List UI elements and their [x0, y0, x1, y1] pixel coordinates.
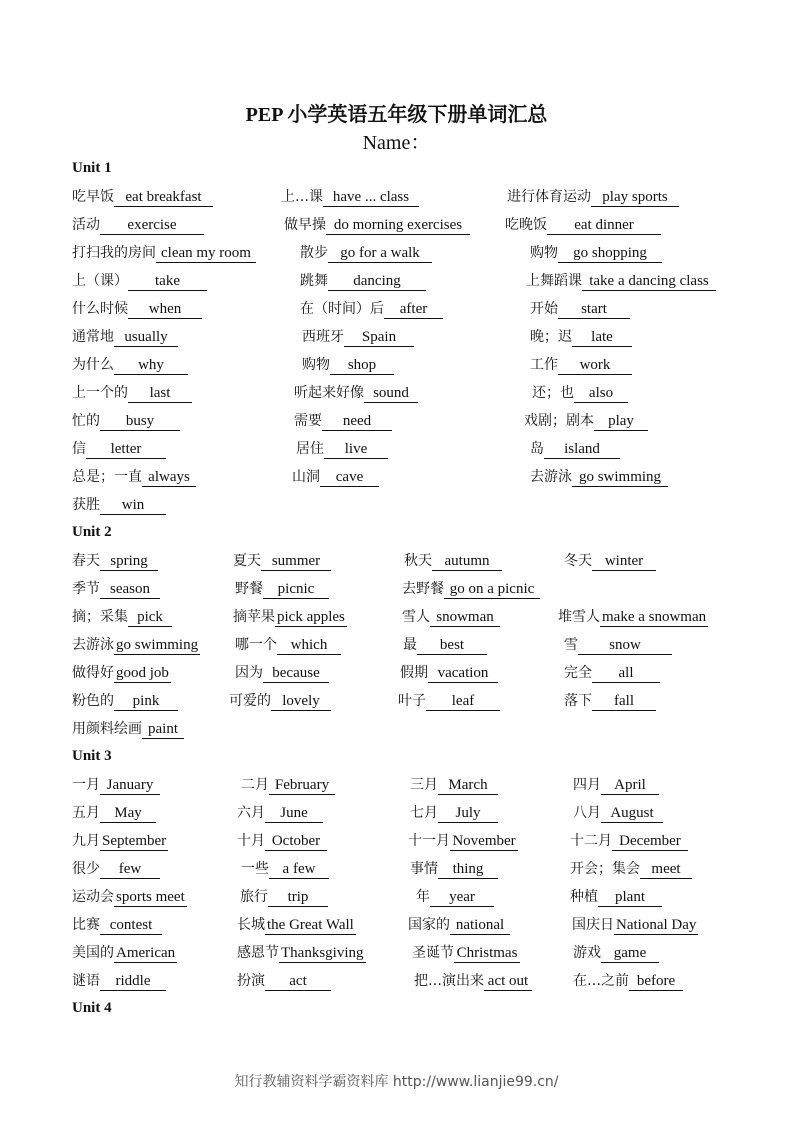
english-answer: after — [384, 300, 443, 319]
english-answer: eat breakfast — [114, 188, 213, 207]
vocab-item — [530, 299, 630, 319]
vocab-item — [573, 803, 663, 823]
chinese-term: 堆雪人 — [558, 609, 600, 625]
vocab-item — [235, 663, 329, 683]
vocab-item — [558, 607, 708, 627]
vocab-item — [416, 887, 494, 907]
english-answer: live — [324, 440, 388, 459]
chinese-term: 把…演出来 — [414, 973, 484, 989]
chinese-term: 上（课） — [72, 273, 128, 289]
chinese-term: 摘苹果 — [233, 609, 275, 625]
english-answer: thing — [438, 860, 498, 879]
vocab-item — [72, 803, 156, 823]
vocab-item — [300, 299, 443, 319]
chinese-term: 跳舞 — [300, 273, 328, 289]
english-answer: act — [265, 972, 331, 991]
english-answer: clean my room — [156, 244, 256, 263]
chinese-term: 二月 — [241, 777, 269, 793]
vocab-item — [564, 635, 672, 655]
english-answer: May — [100, 804, 156, 823]
chinese-term: 雪 — [564, 637, 578, 653]
vocab-item — [281, 187, 419, 207]
english-answer: busy — [100, 412, 180, 431]
vocab-item — [524, 411, 648, 431]
unit-heading: Unit 4 — [72, 1000, 112, 1016]
chinese-term: 做早操 — [284, 217, 326, 233]
chinese-term: 哪一个 — [235, 637, 277, 653]
english-answer: pink — [114, 692, 178, 711]
chinese-term: 落下 — [564, 693, 592, 709]
vocab-item — [570, 887, 662, 907]
english-answer: plant — [598, 888, 662, 907]
chinese-term: 吃早饭 — [72, 189, 114, 205]
page-title: PEP 小学英语五年级下册单词汇总 — [245, 104, 548, 126]
english-answer: go shopping — [558, 244, 662, 263]
vocab-item — [400, 663, 498, 683]
vocab-item — [72, 887, 187, 907]
chinese-term: 上一个的 — [72, 385, 128, 401]
vocab-item — [72, 299, 202, 319]
vocab-item — [564, 691, 656, 711]
english-answer: island — [544, 440, 620, 459]
english-answer: fall — [592, 692, 656, 711]
vocab-item — [532, 383, 628, 403]
english-answer: game — [601, 944, 659, 963]
english-answer: need — [322, 412, 392, 431]
vocab-item — [72, 383, 192, 403]
chinese-term: 美国的 — [72, 945, 114, 961]
english-answer: sports meet — [116, 889, 185, 905]
english-answer: lovely — [271, 692, 331, 711]
english-answer: September — [102, 833, 167, 849]
vocab-item — [72, 551, 158, 571]
vocab-item — [72, 775, 160, 795]
english-answer: act out — [484, 972, 532, 991]
unit-heading: Unit 3 — [72, 748, 112, 764]
vocab-item — [572, 915, 698, 935]
chinese-term: 九月 — [72, 833, 100, 849]
chinese-term: 三月 — [410, 777, 438, 793]
vocab-item — [72, 943, 177, 963]
vocab-item — [72, 187, 213, 207]
english-answer: Christmas — [454, 944, 520, 963]
vocab-item — [302, 355, 394, 375]
english-answer: winter — [592, 552, 656, 571]
english-answer: spring — [100, 552, 158, 571]
vocab-item — [296, 439, 388, 459]
english-answer: always — [142, 468, 196, 487]
english-answer: why — [114, 356, 188, 375]
chinese-term: 游戏 — [573, 945, 601, 961]
english-answer: last — [128, 384, 192, 403]
chinese-term: 四月 — [573, 777, 601, 793]
chinese-term: 吃晚饭 — [505, 217, 547, 233]
chinese-term: 开始 — [530, 301, 558, 317]
english-answer: national — [450, 916, 510, 935]
chinese-term: 西班牙 — [302, 329, 344, 345]
chinese-term: 为什么 — [72, 357, 114, 373]
english-answer: shop — [330, 356, 394, 375]
chinese-term: 六月 — [237, 805, 265, 821]
chinese-term: 比赛 — [72, 917, 100, 933]
english-answer: Thanksgiving — [281, 945, 364, 961]
vocab-item — [570, 859, 692, 879]
chinese-term: 上舞蹈课 — [526, 273, 582, 289]
vocab-item — [408, 831, 518, 851]
vocab-item — [72, 635, 200, 655]
english-answer: August — [601, 804, 663, 823]
chinese-term: 获胜 — [72, 497, 100, 513]
vocab-item — [505, 215, 661, 235]
english-answer: few — [100, 860, 160, 879]
english-answer: play sports — [591, 188, 679, 207]
vocab-item — [72, 495, 166, 515]
vocab-item — [573, 971, 683, 991]
chinese-term: 种植 — [570, 889, 598, 905]
chinese-term: 十一月 — [408, 833, 450, 849]
english-answer: January — [100, 776, 160, 795]
english-answer: snow — [578, 636, 672, 655]
chinese-term: 一些 — [241, 861, 269, 877]
chinese-term: 扮演 — [237, 973, 265, 989]
chinese-term: 去野餐 — [402, 581, 444, 597]
english-answer: make a snowman — [602, 609, 707, 625]
english-answer: play — [594, 412, 648, 431]
english-answer: paint — [142, 720, 184, 739]
chinese-term: 通常地 — [72, 329, 114, 345]
vocab-item — [530, 327, 632, 347]
chinese-term: 还；也 — [532, 385, 574, 401]
english-answer: take a dancing class — [582, 272, 716, 291]
vocab-item — [573, 775, 659, 795]
chinese-term: 在…之前 — [573, 973, 629, 989]
english-answer: autumn — [432, 552, 502, 571]
chinese-term: 夏天 — [233, 553, 261, 569]
chinese-term: 国庆日 — [572, 917, 614, 933]
english-answer: go on a picnic — [444, 580, 540, 599]
vocab-item — [403, 635, 487, 655]
vocab-item — [240, 887, 328, 907]
chinese-term: 七月 — [410, 805, 438, 821]
vocab-item — [302, 327, 414, 347]
chinese-term: 开会；集会 — [570, 861, 640, 877]
chinese-term: 长城 — [237, 917, 265, 933]
english-answer: riddle — [100, 972, 166, 991]
chinese-term: 感恩节 — [237, 945, 279, 961]
chinese-term: 谜语 — [72, 973, 100, 989]
chinese-term: 打扫我的房间 — [72, 245, 156, 261]
vocab-item — [530, 467, 668, 487]
english-answer: win — [100, 496, 166, 515]
chinese-term: 信 — [72, 441, 86, 457]
chinese-term: 圣诞节 — [412, 945, 454, 961]
name-label: Name： — [362, 132, 431, 154]
chinese-term: 听起来好像 — [294, 385, 364, 401]
vocab-item — [237, 971, 331, 991]
chinese-term: 粉色的 — [72, 693, 114, 709]
vocab-item — [72, 859, 160, 879]
english-answer: February — [269, 776, 335, 795]
chinese-term: 年 — [416, 889, 430, 905]
vocab-item — [72, 663, 171, 683]
english-answer: contest — [100, 916, 162, 935]
chinese-term: 摘；采集 — [72, 609, 128, 625]
chinese-term: 可爱的 — [229, 693, 271, 709]
english-answer: season — [100, 580, 160, 599]
vocab-item — [237, 831, 327, 851]
chinese-term: 忙的 — [72, 413, 100, 429]
vocab-item — [530, 355, 632, 375]
english-answer: start — [558, 300, 630, 319]
vocab-item — [72, 271, 207, 291]
chinese-term: 上…课 — [281, 189, 323, 205]
english-answer: take — [128, 272, 207, 291]
vocab-item — [72, 579, 160, 599]
chinese-term: 完全 — [564, 665, 592, 681]
english-answer: picnic — [263, 580, 329, 599]
unit-heading: Unit 1 — [72, 160, 112, 176]
english-answer: the Great Wall — [267, 917, 354, 933]
english-answer: go for a walk — [328, 244, 432, 263]
vocab-item — [72, 607, 172, 627]
chinese-term: 活动 — [72, 217, 100, 233]
english-answer: American — [116, 945, 176, 961]
vocab-item — [72, 243, 256, 263]
english-answer: March — [438, 776, 498, 795]
chinese-term: 假期 — [400, 665, 428, 681]
footer-watermark: 知行教辅资料学霸资料库 http://www.lianjie99.cn/ — [234, 1074, 559, 1090]
vocab-item — [404, 551, 502, 571]
vocab-item — [235, 579, 329, 599]
vocab-item — [72, 971, 166, 991]
english-answer: sound — [364, 384, 418, 403]
chinese-term: 去游泳 — [72, 637, 114, 653]
chinese-term: 秋天 — [404, 553, 432, 569]
vocab-item — [72, 467, 196, 487]
vocab-item — [72, 439, 166, 459]
vocab-item — [72, 719, 184, 739]
vocab-item — [241, 859, 329, 879]
english-answer: December — [612, 832, 688, 851]
chinese-term: 进行体育运动 — [507, 189, 591, 205]
unit-heading: Unit 2 — [72, 524, 112, 540]
vocab-item — [412, 943, 520, 963]
chinese-term: 运动会 — [72, 889, 114, 905]
english-answer: good job — [116, 665, 169, 681]
chinese-term: 野餐 — [235, 581, 263, 597]
vocab-item — [570, 831, 688, 851]
english-answer: April — [601, 776, 659, 795]
english-answer: November — [450, 832, 518, 851]
vocab-item — [72, 411, 180, 431]
vocab-item — [402, 579, 540, 599]
english-answer: which — [277, 636, 341, 655]
english-answer: do morning exercises — [326, 216, 470, 235]
vocab-item — [292, 467, 379, 487]
vocab-item — [564, 551, 656, 571]
chinese-term: 晚；迟 — [530, 329, 572, 345]
chinese-term: 购物 — [302, 357, 330, 373]
english-answer: meet — [640, 860, 692, 879]
vocab-item — [408, 915, 510, 935]
vocab-item — [398, 691, 500, 711]
vocab-item — [530, 439, 620, 459]
vocab-item — [72, 691, 178, 711]
vocab-item — [233, 551, 331, 571]
english-answer: best — [417, 636, 487, 655]
chinese-term: 岛 — [530, 441, 544, 457]
english-answer: trip — [268, 888, 328, 907]
english-answer: letter — [86, 440, 166, 459]
english-answer: June — [265, 804, 323, 823]
vocab-item — [237, 803, 323, 823]
vocab-item — [235, 635, 341, 655]
english-answer: usually — [114, 328, 178, 347]
english-answer: all — [592, 664, 660, 683]
english-answer: work — [558, 356, 632, 375]
vocab-item — [414, 971, 532, 991]
vocab-item — [410, 803, 498, 823]
chinese-term: 五月 — [72, 805, 100, 821]
vocab-item — [72, 831, 168, 851]
english-answer: when — [128, 300, 202, 319]
english-answer: year — [430, 888, 494, 907]
english-answer: also — [574, 384, 628, 403]
chinese-term: 春天 — [72, 553, 100, 569]
chinese-term: 因为 — [235, 665, 263, 681]
vocab-item — [573, 943, 659, 963]
english-answer: October — [265, 832, 327, 851]
chinese-term: 十二月 — [570, 833, 612, 849]
english-answer: before — [629, 972, 683, 991]
vocab-item — [300, 271, 426, 291]
chinese-term: 旅行 — [240, 889, 268, 905]
chinese-term: 十月 — [237, 833, 265, 849]
vocab-item — [402, 607, 500, 627]
english-answer: July — [438, 804, 498, 823]
english-answer: late — [572, 328, 632, 347]
vocab-item — [237, 943, 366, 963]
vocab-item — [410, 859, 498, 879]
chinese-term: 总是；一直 — [72, 469, 142, 485]
english-answer: Spain — [344, 328, 414, 347]
vocab-item — [72, 215, 204, 235]
english-answer: summer — [261, 552, 331, 571]
chinese-term: 什么时候 — [72, 301, 128, 317]
chinese-term: 去游泳 — [530, 469, 572, 485]
vocab-item — [530, 243, 662, 263]
vocab-item — [284, 215, 470, 235]
chinese-term: 雪人 — [402, 609, 430, 625]
vocab-item — [564, 663, 660, 683]
chinese-term: 季节 — [72, 581, 100, 597]
vocab-item — [300, 243, 432, 263]
chinese-term: 工作 — [530, 357, 558, 373]
english-answer: cave — [320, 468, 379, 487]
chinese-term: 山洞 — [292, 469, 320, 485]
vocab-item — [72, 915, 162, 935]
english-answer: snowman — [430, 608, 500, 627]
english-answer: National Day — [616, 917, 697, 933]
english-answer: pick apples — [277, 609, 345, 625]
vocab-item — [410, 775, 498, 795]
vocab-item — [294, 383, 418, 403]
chinese-term: 在（时间）后 — [300, 301, 384, 317]
chinese-term: 用颜料绘画 — [72, 721, 142, 737]
english-answer: have ... class — [323, 188, 419, 207]
chinese-term: 戏剧；剧本 — [524, 413, 594, 429]
english-answer: pick — [128, 608, 172, 627]
english-answer: because — [263, 664, 329, 683]
vocab-item — [526, 271, 716, 291]
vocab-item — [233, 607, 347, 627]
chinese-term: 很少 — [72, 861, 100, 877]
english-answer: leaf — [426, 692, 500, 711]
english-answer: a few — [269, 860, 329, 879]
chinese-term: 做得好 — [72, 665, 114, 681]
vocab-item — [294, 411, 392, 431]
chinese-term: 散步 — [300, 245, 328, 261]
english-answer: go swimming — [116, 637, 199, 653]
vocab-item — [241, 775, 335, 795]
chinese-term: 购物 — [530, 245, 558, 261]
vocab-item — [229, 691, 331, 711]
english-answer: eat dinner — [547, 216, 661, 235]
vocab-item — [72, 355, 188, 375]
chinese-term: 一月 — [72, 777, 100, 793]
chinese-term: 事情 — [410, 861, 438, 877]
vocab-item — [237, 915, 356, 935]
chinese-term: 叶子 — [398, 693, 426, 709]
vocab-item — [507, 187, 679, 207]
chinese-term: 冬天 — [564, 553, 592, 569]
english-answer: dancing — [328, 272, 426, 291]
english-answer: exercise — [100, 216, 204, 235]
chinese-term: 八月 — [573, 805, 601, 821]
chinese-term: 居住 — [296, 441, 324, 457]
vocab-item — [72, 327, 178, 347]
chinese-term: 需要 — [294, 413, 322, 429]
english-answer: go swimming — [572, 468, 668, 487]
english-answer: vacation — [428, 664, 498, 683]
chinese-term: 最 — [403, 637, 417, 653]
chinese-term: 国家的 — [408, 917, 450, 933]
